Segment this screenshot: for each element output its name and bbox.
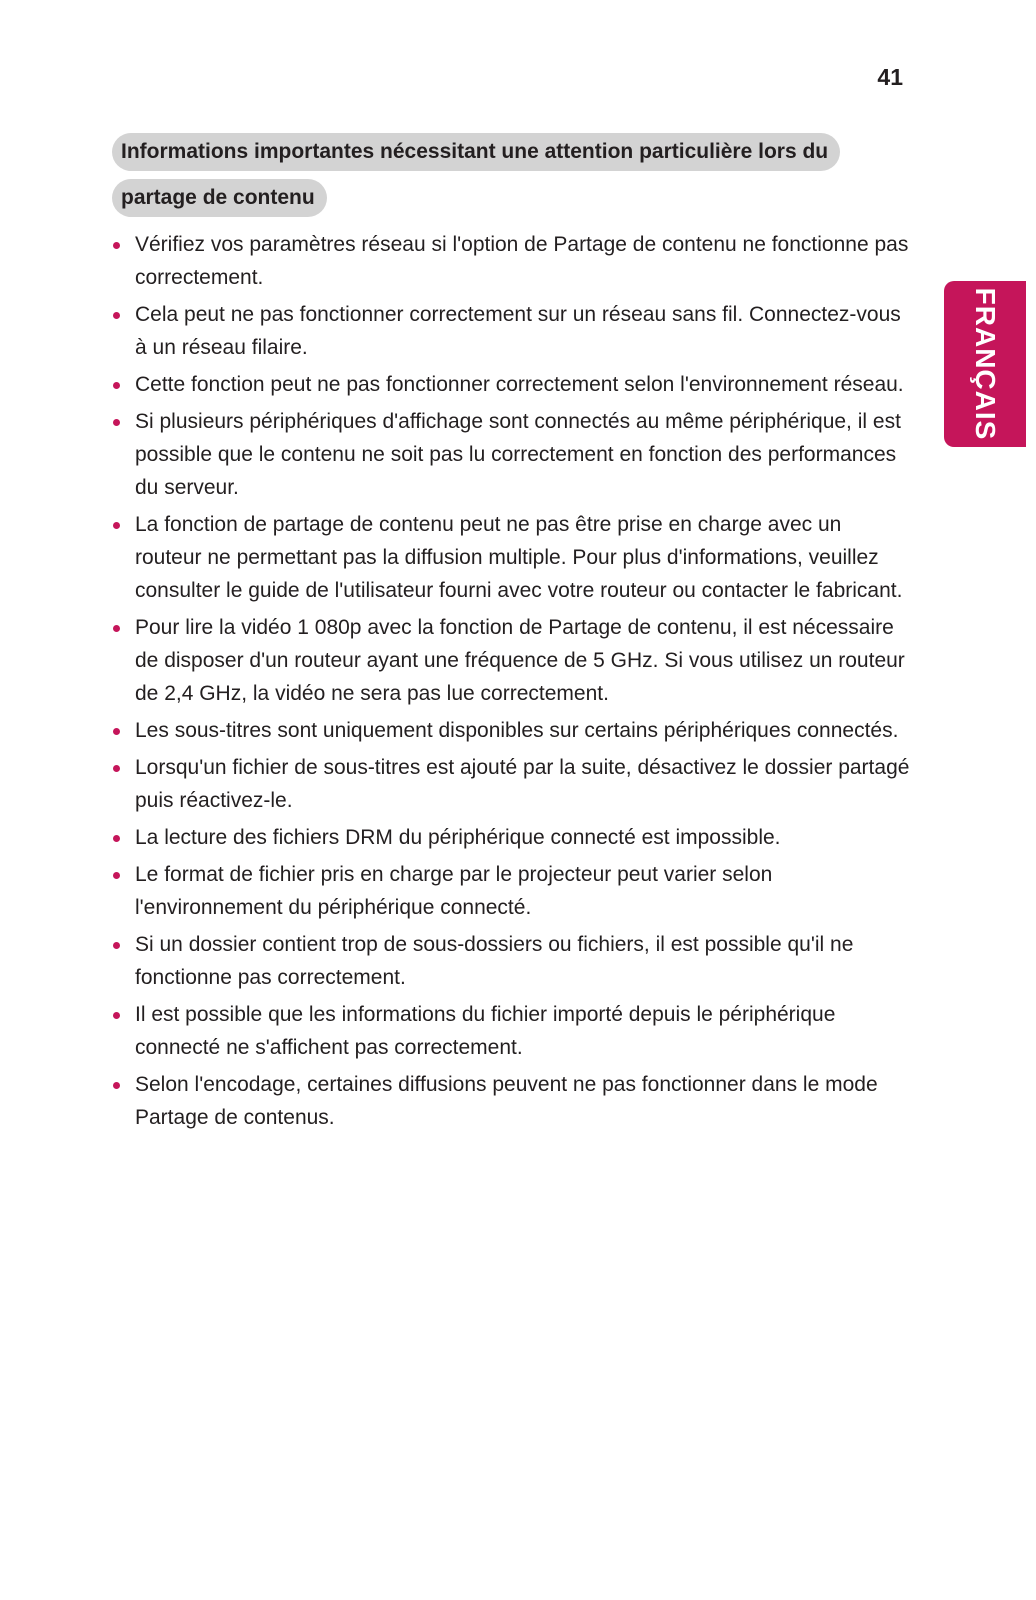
bullet-dot-icon xyxy=(113,1012,120,1019)
bullet-text: Si plusieurs périphériques d'affichage sont connectés au même périphérique, il est possible que le contenu ne soit pas lu correctement en fonction des performances du serveur. xyxy=(135,410,901,499)
bullet-item xyxy=(112,1068,912,1134)
bullet-dot-icon xyxy=(113,1082,120,1089)
bullet-text: Si un dossier contient trop de sous-dossiers ou fichiers, il est possible qu'il ne fonctionne pas correctement. xyxy=(135,933,854,989)
bullet-text: Les sous-titres sont uniquement disponibles sur certains périphériques connectés. xyxy=(135,719,899,742)
section-heading xyxy=(112,133,892,225)
bullet-text: La fonction de partage de contenu peut ne pas être prise en charge avec un routeur ne permettant pas la diffusion multiple. Pour plus d'informations, veuillez consulter le guide de l'utilisateur fourni avec votre routeur ou contacter le fabricant. xyxy=(135,513,903,602)
bullet-item xyxy=(112,858,912,924)
bullet-item xyxy=(112,405,912,504)
bullet-item xyxy=(112,298,912,364)
bullet-item xyxy=(112,508,912,607)
bullet-dot-icon xyxy=(113,625,120,632)
bullet-dot-icon xyxy=(113,765,120,772)
bullet-text: Il est possible que les informations du fichier importé depuis le périphérique connecté ne s'affichent pas correctement. xyxy=(135,1003,836,1059)
bullet-text: Pour lire la vidéo 1 080p avec la fonction de Partage de contenu, il est nécessaire de disposer d'un routeur ayant une fréquence de 5 GHz. Si vous utilisez un routeur de 2,4 GHz, la vidéo ne sera pas lue correctement. xyxy=(135,616,905,705)
page-number: 41 xyxy=(877,64,903,90)
bullet-item xyxy=(112,928,912,994)
bullet-text: Lorsqu'un fichier de sous-titres est ajouté par la suite, désactivez le dossier partagé puis réactivez-le. xyxy=(135,756,910,812)
bullet-item xyxy=(112,611,912,710)
bullet-text: Selon l'encodage, certaines diffusions peuvent ne pas fonctionner dans le mode Partage de contenus. xyxy=(135,1073,878,1129)
bullet-text: La lecture des fichiers DRM du périphérique connecté est impossible. xyxy=(135,826,781,849)
bullet-text: Le format de fichier pris en charge par le projecteur peut varier selon l'environnement du périphérique connecté. xyxy=(135,863,773,919)
bullet-dot-icon xyxy=(113,382,120,389)
bullet-item xyxy=(112,368,912,401)
section-heading-line-1: Informations importantes nécessitant une attention particulière lors du xyxy=(112,133,840,171)
bullet-item xyxy=(112,714,912,747)
bullet-item xyxy=(112,228,912,294)
bullet-text: Cette fonction peut ne pas fonctionner correctement selon l'environnement réseau. xyxy=(135,373,904,396)
bullet-dot-icon xyxy=(113,728,120,735)
bullet-list xyxy=(112,228,912,1138)
bullet-dot-icon xyxy=(113,419,120,426)
bullet-item xyxy=(112,998,912,1064)
bullet-dot-icon xyxy=(113,242,120,249)
bullet-dot-icon xyxy=(113,942,120,949)
bullet-item xyxy=(112,751,912,817)
bullet-item xyxy=(112,821,912,854)
language-tab-label: FRANÇAIS xyxy=(970,287,1001,441)
bullet-dot-icon xyxy=(113,312,120,319)
language-tab xyxy=(944,281,1026,447)
bullet-dot-icon xyxy=(113,522,120,529)
bullet-dot-icon xyxy=(113,872,120,879)
bullet-text: Vérifiez vos paramètres réseau si l'option de Partage de contenu ne fonctionne pas correctement. xyxy=(135,233,909,289)
bullet-dot-icon xyxy=(113,835,120,842)
bullet-text: Cela peut ne pas fonctionner correctement sur un réseau sans fil. Connectez-vous à un réseau filaire. xyxy=(135,303,901,359)
section-heading-line-2: partage de contenu xyxy=(112,179,327,217)
